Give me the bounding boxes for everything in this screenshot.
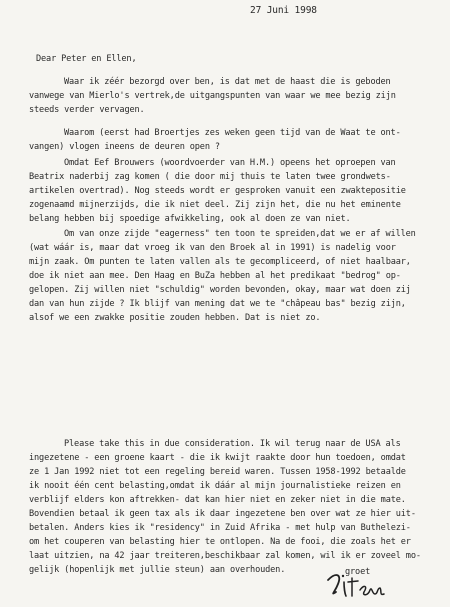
letter-line: mijn zaak. Om punten te laten vallen als te gecompliceerd, of niet haalbaar, [29, 257, 411, 267]
letter-line: betalen. Anders kies ik "residency" in Zuid Afrika - met hulp van Buthelezi- [29, 523, 411, 533]
letter-line: Please take this in due consideration. Ik wil terug naar de USA als [64, 439, 401, 449]
letter-line: zogenaamd mijnerzijds, die ik niet deel. Zij zijn het, die nu het eminente [29, 200, 401, 210]
letter-date: 27 Juni 1998 [250, 5, 317, 16]
letter-line: doe ik niet aan mee. Den Haag en BuZa hebben al het predikaat "bedrog" op- [29, 271, 401, 281]
letter-line: ze 1 Jan 1992 niet tot een regeling bereid waren. Tussen 1958-1992 betaalde [29, 467, 406, 477]
letter-line: gelijk (hopenlijk met jullie steun) aan overhouden. [29, 565, 286, 575]
letter-line: Waarom (eerst had Broertjes zes weken geen tijd van de Waat te ont- [64, 128, 401, 138]
letter-line: belang hebben bij spoedige afwikkeling, ook al doen ze van niet. [29, 214, 351, 224]
letter-line: gelopen. Zij willen niet "schuldig" worden bevonden, okay, maar wat doen zij [29, 285, 411, 295]
letter-line: Bovendien betaal ik geen tax als ik daar ingezetene ben over wat ze hier uit- [29, 509, 416, 519]
letter-line: vangen) vlogen ineens de deuren open ? [29, 142, 220, 152]
letter-line: (wat wáár is, maar dat vroeg ik van den Broek al in 1991) is nadelig voor [29, 243, 396, 253]
handwritten-signature [322, 570, 392, 600]
salutation: Dear Peter en Ellen, [36, 54, 137, 64]
letter-line: Waar ik zéér bezorgd over ben, is dat met de haast die is geboden [64, 77, 391, 87]
letter-line: Beatrix naderbij zag komen ( die door mij thuis te laten twee grondwets- [29, 172, 391, 182]
letter-line: ik nooit één cent belasting,omdat ik dáár al mijn journalistieke reizen en [29, 481, 401, 491]
letter-line: dan van hun zijde ? Ik blijf van mening dat we te "châpeau bas" bezig zijn, [29, 299, 406, 309]
letter-line: vanwege van Mierlo's vertrek,de uitgangspunten van waar we mee bezig zijn [29, 91, 396, 101]
letter-line: artikelen overtrad). Nog steeds wordt er gesproken vanuit een zwaktepositie [29, 186, 406, 196]
letter-line: laat uitzien, na 42 jaar treiteren,beschikbaar zal komen, wil ik er zoveel mo- [29, 551, 421, 561]
letter-line: om het couperen van belasting hier te ontlopen. Na de fooi, die zoals het er [29, 537, 411, 547]
letter-line: Omdat Eef Brouwers (woordvoerder van H.M.) opeens het oproepen van [64, 158, 396, 168]
letter-line: steeds verder vervagen. [29, 105, 145, 115]
letter-line: ingezetene - een groene kaart - die ik kwijt raakte door hun toedoen, omdat [29, 453, 406, 463]
closing-text: groet [345, 567, 371, 577]
letter-line: verblijf elders kon aftrekken- dat kan hier niet en zeker niet in die mate. [29, 495, 406, 505]
letter-line: alsof we een zwakke positie zouden hebben. Dat is niet zo. [29, 313, 321, 323]
letter-line: Om van onze zijde "eagerness" ten toon te spreiden,dat we er af willen [64, 229, 416, 239]
